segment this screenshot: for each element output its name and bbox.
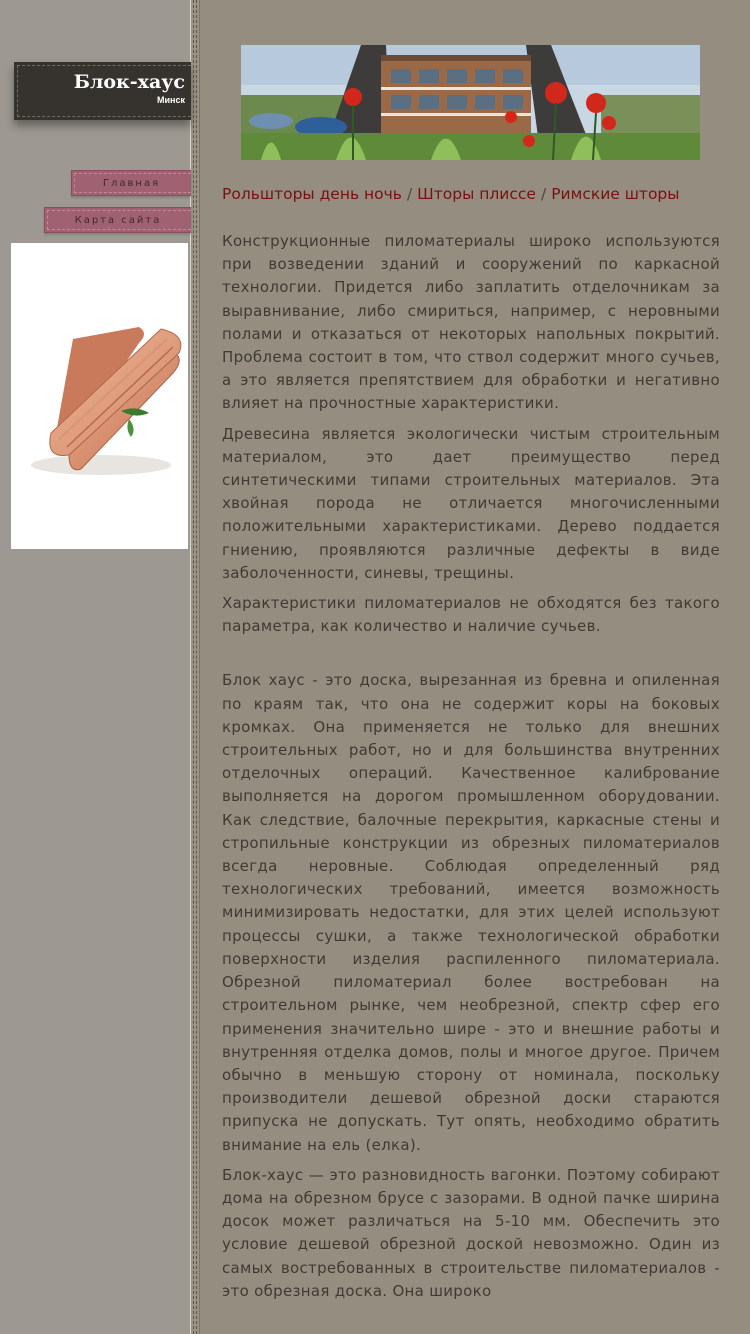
stitched-divider	[190, 0, 200, 1334]
product-image-block-house	[11, 243, 188, 549]
article-paragraph: Древесина является экологически чистым строительным материалом, это дает преимущество перед синтетическими типами строительных материалов. Эта хвойная порода не отличается многочисленными положительными характеристиками. Дерево поддается гниению, проявляются различные дефекты в виде заболоченности, синевы, трещины.	[222, 424, 720, 582]
site-subtitle: Минск	[157, 95, 185, 105]
article-paragraph: Характеристики пиломатериалов не обходятся без такого параметра, как количество и наличие сучьев.	[222, 594, 720, 636]
article-paragraph: Блок-хаус — это разновидность вагонки. Поэтому собирают дома на обрезном брусе с зазорами. В одной пачке ширина досок может различаться на 5-10 мм. Обеспечить это условие дешевой обрезной доской невозможно. Один из самых востребованных в строительстве пиломатериалов - это обрезная доска. Она широко	[222, 1165, 720, 1300]
breadcrumb-link-pleated[interactable]: Шторы плиссе	[417, 185, 536, 203]
site-logo[interactable]	[14, 62, 191, 120]
breadcrumb	[222, 185, 722, 203]
article-paragraph: Блок хаус - это доска, вырезанная из бревна и опиленная по краям так, что она не содержит коры на боковых кромках. Она применяется не только для внешних строительных работ, но и для большинства внутренних отделочных операций. Качественное калибрование выполняется на дорогом промышленном оборудовании. Как следствие, балочные перекрытия, каркасные стены и стропильные конструкции из обрезных пиломатериалов всегда неровные. Соблюдая определенный ряд технологических требований, имеется возможность минимизировать недостатки, для этих целей используют процессы сушки, а также технологической обработки поверхности изделия распиленного пиломатериала. Обрезной пиломатериал более востребован на строительном рынке, чем необрезной, спектр сфер его применения значительно шире - это и внешние работы и внутренняя отделка домов, полы и многое другое. Причем обычно в меньшую сторону от номинала, поскольку производители дешевой обрезной доски стараются припуска не допускать. Тут опять, необходимо обратить внимание на ель (елка).	[222, 671, 720, 1154]
sidebar	[0, 0, 190, 1334]
article-content	[222, 230, 720, 1310]
nav-sitemap-button[interactable]: Карта сайта	[44, 207, 191, 233]
breadcrumb-link-rollers[interactable]: Рольшторы день ночь	[222, 185, 402, 203]
nav-home-button[interactable]: Главная	[71, 170, 191, 196]
house-photo-illustration	[241, 45, 700, 160]
hero-banner-image	[241, 45, 700, 160]
breadcrumb-separator: /	[540, 185, 547, 203]
site-title: Блок-хаус	[73, 71, 185, 93]
wood-planks-illustration	[11, 243, 188, 549]
breadcrumb-link-roman[interactable]: Римские шторы	[551, 185, 680, 203]
breadcrumb-separator: /	[406, 185, 413, 203]
article-paragraph: Конструкционные пиломатериалы широко используются при возведении зданий и сооружений по каркасной технологии. Придется либо заплатить отделочникам за выравнивание, либо смириться, например, с неровными полами и отказаться от некоторых напольных покрытий. Проблема состоит в том, что ствол содержит много сучьев, а это является препятствием для обработки и негативно влияет на прочностные характеристики.	[222, 232, 720, 413]
